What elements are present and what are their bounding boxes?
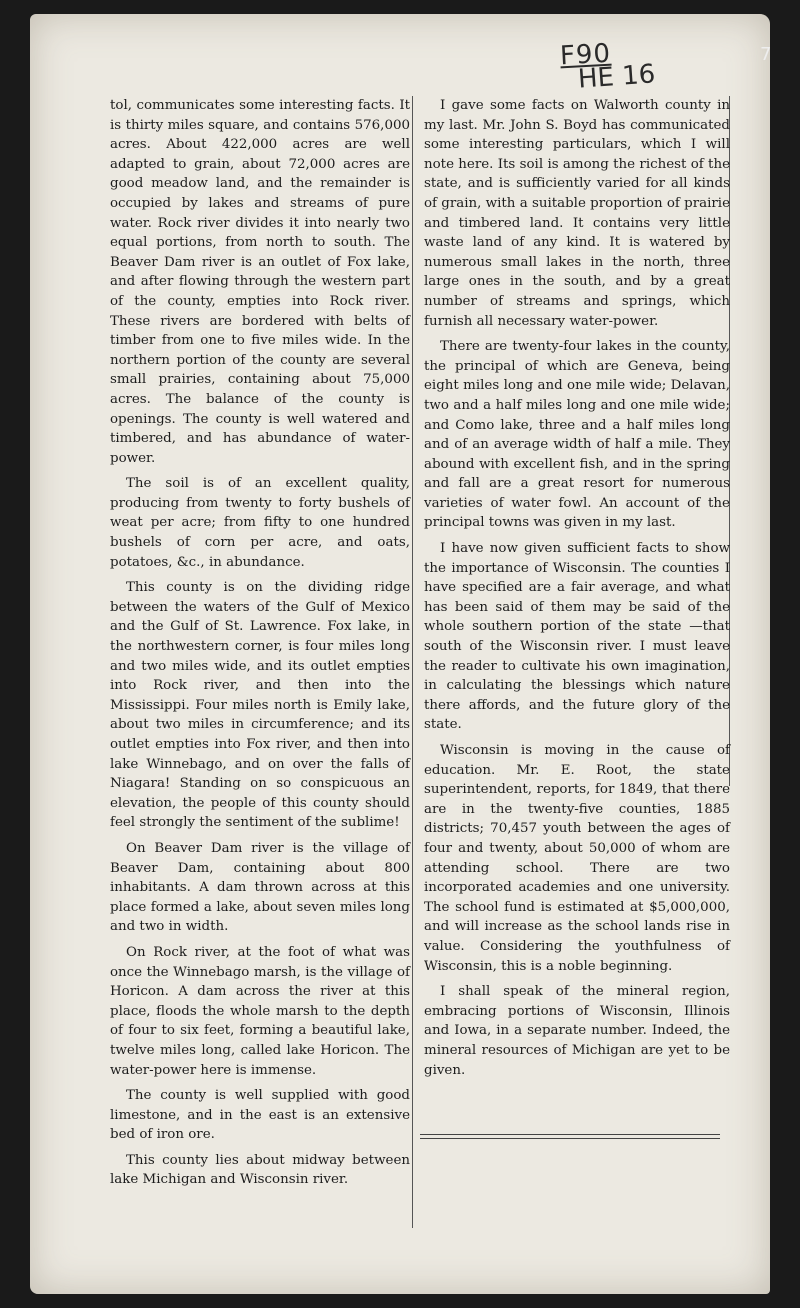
end-rule <box>420 1134 720 1139</box>
paragraph: tol, communicates some interesting facts. It is thirty miles square, and contains 576,000 acres. About 422,000 acres are well adapted to grain, about 72,000 acres are good meadow land, and the remainder is occupied by lakes and streams of pure water. Rock river divides it into nearly two equal portions, from north to south. The Beaver Dam river is an outlet of Fox lake, and after flowing through the western part of the county, empties into Rock river. These rivers are bordered with belts of timber from one to five miles wide. In the northern portion of the county are several small prairies, containing about 75,000 acres. The balance of the county is openings. The county is well watered and timbered, and has abundance of water-power. <box>110 98 410 466</box>
archive-code-1: F90 <box>559 38 612 72</box>
left-column <box>110 96 410 1196</box>
paragraph: This county is on the dividing ridge between the waters of the Gulf of Mexico and the Gulf of St. Lawrence. Fox lake, in the northwestern corner, is four miles long and two miles wide, and its outlet empties into Rock river, and then into the Mississippi. Four miles north is Emily lake, about two miles in circumference; and its outlet empties into Fox river, and then into lake Winnebago, and on over the falls of Niagara! Standing on so conspicuous an elevation, the people of this county should feel strongly the sentiment of the sublime! <box>110 580 410 831</box>
right-column <box>424 96 730 1086</box>
paragraph: On Beaver Dam river is the village of Beaver Dam, containing about 800 inhabitants. A dam thrown across at this place formed a lake, about seven miles long and two in width. <box>110 840 410 935</box>
page-number: 7 <box>760 44 772 65</box>
archive-code-2: HE 16 <box>577 59 657 95</box>
paragraph: The county is well supplied with good limestone, and in the east is an extensive bed of iron ore. <box>110 1088 410 1143</box>
paragraph: There are twenty-four lakes in the county, the principal of which are Geneva, being eight miles long and one mile wide; Delavan, two and a half miles long and one mile wide; and Como lake, three and a half miles long and of an average width of half a mile. They abound with excellent fish, and in the spring and fall are a great resort for numerous varieties of water fowl. An account of the principal towns was given in my last. <box>424 339 730 531</box>
paragraph: Wisconsin is moving in the cause of education. Mr. E. Root, the state superintendent, reports, for 1849, that there are in the twenty-five counties, 1885 districts; 70,457 youth between the ages of four and twenty, about 50,000 of whom are attending school. There are two incorporated academies and one university. The school fund is estimated at $5,000,000, and will increase as the school lands rise in value. Considering the youthfulness of Wisconsin, this is a noble beginning. <box>424 743 730 974</box>
paragraph: The soil is of an excellent quality, producing from twenty to forty bushels of weat per acre; from fifty to one hundred bushels of corn per acre, and oats, potatoes, &c., in abundance. <box>110 476 410 570</box>
paragraph: On Rock river, at the foot of what was once the Winnebago marsh, is the village of Horicon. A dam across the river at this place, floods the whole marsh to the depth of four to six feet, forming a beautiful lake, twelve miles long, called lake Horicon. The water-power here is immense. <box>110 944 410 1078</box>
paragraph: I gave some facts on Walworth county in my last. Mr. John S. Boyd has communicated some interesting particulars, which I will note here. Its soil is among the richest of the state, and is sufficiently varied for all kinds of grain, with a suitable proportion of prairie and timbered land. It contains very little waste land of any kind. It is watered by numerous small lakes in the north, three large ones in the south, and by a great number of streams and springs, which furnish all necessary water-power. <box>424 98 730 329</box>
column-divider <box>412 96 413 1228</box>
paragraph: This county lies about midway between lake Michigan and Wisconsin river. <box>110 1152 410 1188</box>
paragraph: I shall speak of the mineral region, embracing portions of Wisconsin, Illinois and Iowa, in a separate number. Indeed, the mineral resources of Michigan are yet to be given. <box>424 984 730 1078</box>
paragraph: I have now given sufficient facts to show the importance of Wisconsin. The counties I have specified are a fair average, and what has been said of them may be said of the whole southern portion of the state —that south of the Wisconsin river. I must leave the reader to cultivate his own imagination, in calculating the blessings which nature there affords, and the future glory of the state. <box>424 541 730 733</box>
